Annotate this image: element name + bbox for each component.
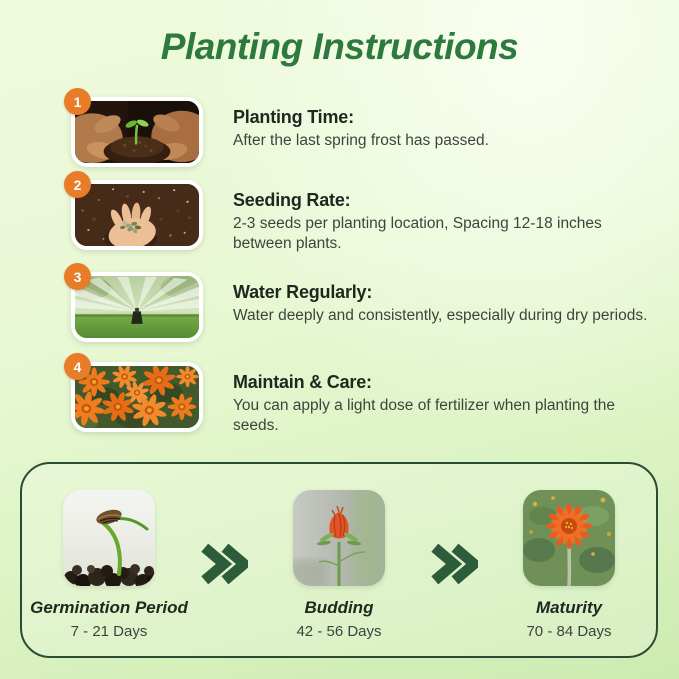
step-number-badge: [64, 263, 91, 290]
step-row-seeding-rate: [0, 176, 679, 253]
step-number-badge: [64, 171, 91, 198]
stage-label: Maturity: [535, 598, 603, 617]
step-description: Water deeply and consistently, especially during dry periods.: [233, 307, 648, 324]
step-description: 2-3 seeds per planting location, Spacing 12-18 inches between plants.: [233, 215, 602, 253]
step-number-badge: [64, 353, 91, 380]
orange-flowers-photo: [71, 362, 203, 432]
stage-maturity: [482, 490, 656, 640]
step-number: 1: [73, 93, 82, 110]
step-title: Seeding Rate:: [233, 190, 351, 210]
step-description: You can apply a light dose of fertilizer when planting the seeds.: [233, 397, 616, 435]
step-text: [233, 372, 663, 437]
stage-budding: [252, 490, 426, 640]
seedling-photo: [63, 490, 155, 586]
step-number: 3: [73, 268, 82, 285]
page-title: Planting Instructions: [160, 26, 519, 67]
step-row-planting-time: [0, 93, 679, 167]
stage-days: 70 - 84 Days: [526, 623, 612, 640]
step-title: Maintain & Care:: [233, 372, 372, 392]
step-title: Planting Time:: [233, 107, 354, 127]
hands-holding-sprout-photo: [71, 97, 203, 167]
mature-flower-photo: [523, 490, 615, 586]
sprinkler-photo: [71, 272, 203, 342]
stage-germination: [22, 490, 196, 640]
stage-days: 42 - 56 Days: [296, 623, 382, 640]
flower-bud-photo: [293, 490, 385, 586]
stage-label: Germination Period: [30, 598, 188, 617]
step-title: Water Regularly:: [233, 282, 373, 302]
step-number: 4: [73, 358, 82, 375]
step-text: [233, 282, 663, 326]
double-chevron-right-icon: [426, 542, 482, 586]
double-chevron-right-icon: [196, 542, 252, 586]
step-description: After the last spring frost has passed.: [233, 132, 489, 149]
step-row-maintain-care: [0, 358, 679, 435]
step-row-water-regularly: [0, 268, 679, 342]
step-number-badge: [64, 88, 91, 115]
growth-timeline-panel: [20, 462, 658, 658]
stage-label: Budding: [304, 598, 374, 617]
step-text: [233, 107, 663, 151]
step-text: [233, 190, 663, 255]
stage-days: 7 - 21 Days: [70, 623, 148, 640]
step-number: 2: [73, 176, 82, 193]
hand-with-seeds-photo: [71, 180, 203, 250]
